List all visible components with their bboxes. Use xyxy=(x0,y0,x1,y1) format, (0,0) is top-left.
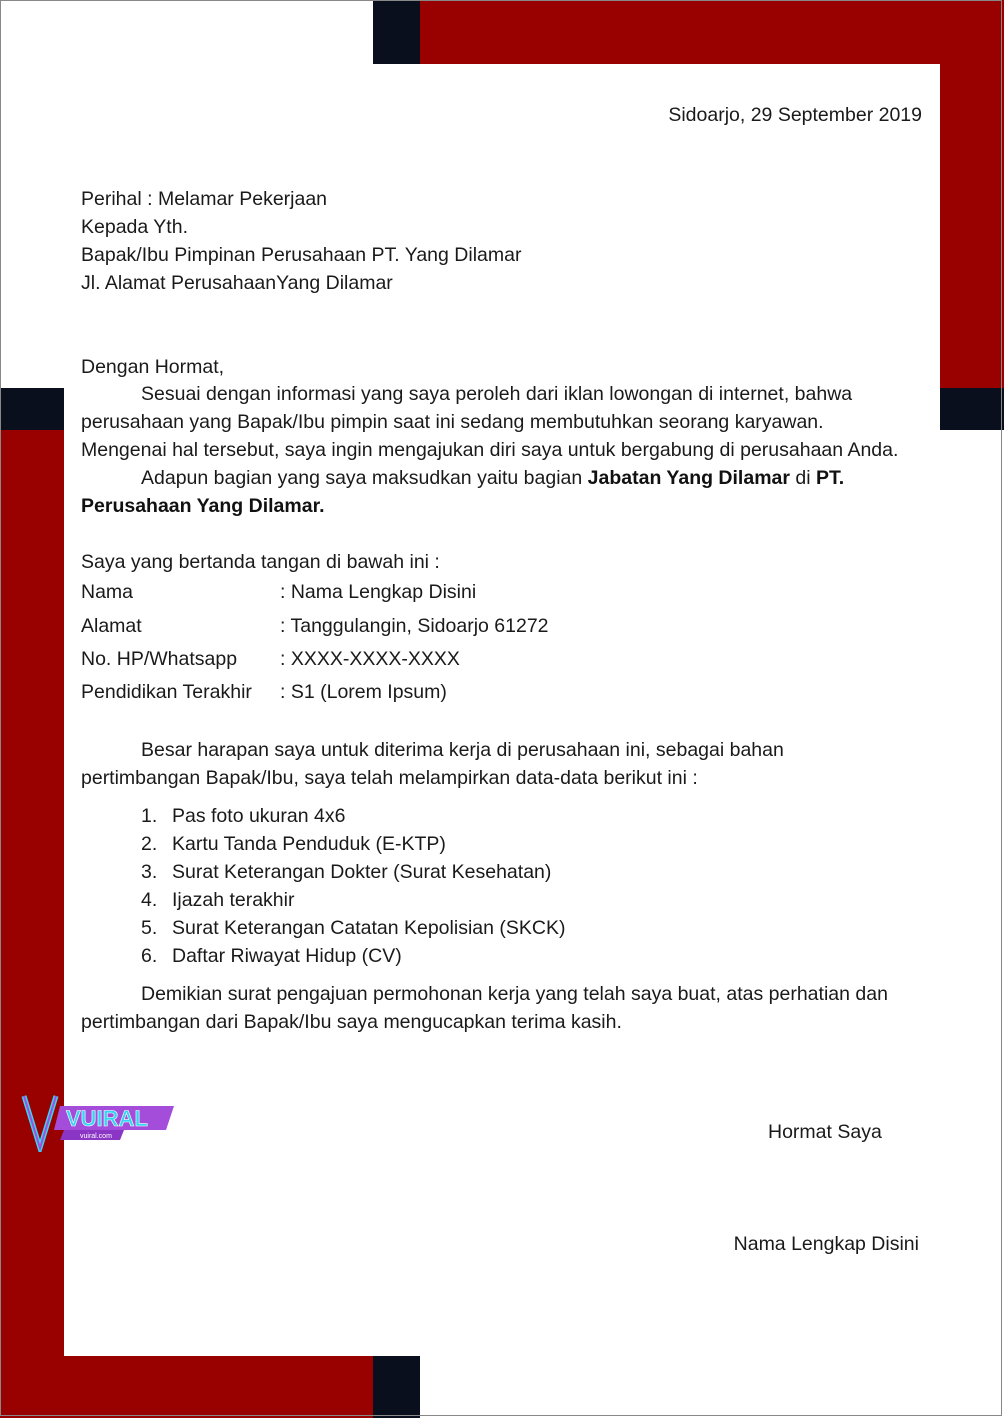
attachment-text: Daftar Riwayat Hidup (CV) xyxy=(172,945,402,967)
attachment-number: 3. xyxy=(141,861,158,883)
letter-address: Jl. Alamat PerusahaanYang Dilamar xyxy=(81,272,393,294)
attachment-text: Surat Keterangan Dokter (Surat Kesehatan) xyxy=(172,861,552,883)
company-name-part-1: PT. xyxy=(815,467,845,489)
attachment-text: Kartu Tanda Penduduk (E-KTP) xyxy=(172,833,446,855)
field-value: : S1 (Lorem Ipsum) xyxy=(280,681,447,703)
field-value: : XXXX-XXXX-XXXX xyxy=(280,648,460,670)
closing-line-1: Demikian surat pengajuan permohonan kerja yang telah saya buat, atas perhatian dan xyxy=(141,983,888,1005)
attachment-text: Surat Keterangan Catatan Kepolisian (SKCK) xyxy=(172,917,566,939)
paragraph-1-line-2: perusahaan yang Bapak/Ibu pimpin saat ini sedang membutuhkan seorang karyawan. xyxy=(81,411,824,433)
field-label: Nama xyxy=(81,581,134,603)
field-value: : Nama Lengkap Disini xyxy=(280,581,477,603)
paragraph-3-line-1: Besar harapan saya untuk diterima kerja di perusahaan ini, sebagai bahan xyxy=(141,739,784,761)
closing-line-2: pertimbangan dari Bapak/Ibu saya mengucapkan terima kasih. xyxy=(81,1011,622,1033)
attachment-text: Ijazah terakhir xyxy=(172,889,295,911)
paragraph-1-line-3: Mengenai hal tersebut, saya ingin mengajukan diri saya untuk bergabung di perusahaan Anda. xyxy=(81,439,899,461)
identity-intro: Saya yang bertanda tangan di bawah ini : xyxy=(81,551,440,573)
letter-recipient: Bapak/Ibu Pimpinan Perusahaan PT. Yang Dilamar xyxy=(81,244,522,266)
paragraph-2-middle: di xyxy=(789,467,816,489)
attachment-number: 4. xyxy=(141,889,158,911)
paragraph-3-line-2: pertimbangan Bapak/Ibu, saya telah melampirkan data-data berikut ini : xyxy=(81,767,698,789)
sign-off: Hormat Saya xyxy=(768,1121,882,1143)
field-label: Pendidikan Terakhir xyxy=(81,681,252,703)
field-value: : Tanggulangin, Sidoarjo 61272 xyxy=(280,615,549,637)
attachment-number: 6. xyxy=(141,945,158,967)
attachment-number: 5. xyxy=(141,917,158,939)
letter-to: Kepada Yth. xyxy=(81,216,188,238)
company-name-part-2: Perusahaan Yang Dilamar. xyxy=(81,495,325,517)
paragraph-2-prefix: Adapun bagian yang saya maksudkan yaitu bagian xyxy=(141,467,588,489)
position-name: Jabatan Yang Dilamar xyxy=(587,467,790,489)
letter-date: Sidoarjo, 29 September 2019 xyxy=(668,104,922,126)
signer-name: Nama Lengkap Disini xyxy=(733,1233,919,1255)
paragraph-1-line-1: Sesuai dengan informasi yang saya peroleh dari iklan lowongan di internet, bahwa xyxy=(141,383,853,405)
letter-subject: Perihal : Melamar Pekerjaan xyxy=(81,188,328,210)
attachment-number: 1. xyxy=(141,805,158,827)
letter-greeting: Dengan Hormat, xyxy=(81,356,225,378)
attachment-number: 2. xyxy=(141,833,158,855)
field-label: Alamat xyxy=(81,615,142,637)
logo-domain-text: vuiral.com xyxy=(80,1133,112,1140)
attachment-text: Pas foto ukuran 4x6 xyxy=(172,805,346,827)
field-label: No. HP/Whatsapp xyxy=(81,648,238,670)
logo-brand-text: VUIRAL xyxy=(66,1106,148,1131)
